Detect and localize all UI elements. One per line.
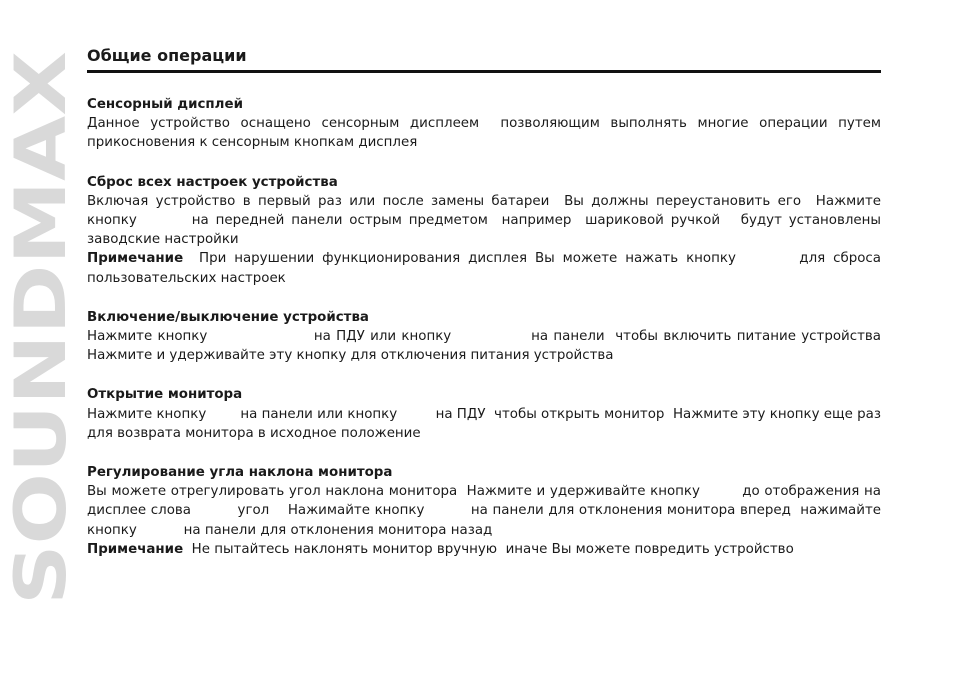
section-heading: Включение/выключение устройства xyxy=(87,309,369,325)
paragraph-text: Нажмите кнопку на ПДУ или кнопку на панели чтобы включить питание устройства Нажмите и удерживайте эту кнопку для отключения питания устройства xyxy=(87,329,890,364)
section xyxy=(87,463,886,559)
note-label: Примечание xyxy=(87,541,184,557)
section-heading: Сенсорный дисплей xyxy=(87,97,243,112)
sections-container xyxy=(87,95,890,559)
paragraph xyxy=(87,482,886,540)
paragraph-text: Включая устройство в первый раз или после замены батареи Вы должны переустановить его Нажмите кнопку на передней панели острым предметом например шариковой ручкой будут установлены заводские настройки xyxy=(87,193,886,248)
paragraph-text: Нажмите кнопку на панели или кнопку на ПДУ чтобы открыть монитор Нажмите эту кнопку еще раз для возврата монитора в исходное положение xyxy=(87,406,886,441)
paragraph xyxy=(87,192,886,250)
paragraph-text: Вы можете отрегулировать угол наклона монитора Нажмите и удерживайте кнопку до отображения на дисплее слова угол Нажимайте кнопку на панели для отклонения монитора вперед нажимайте кнопку на панели для отклонения монитора назад xyxy=(87,484,886,538)
paragraph xyxy=(87,327,890,365)
brand-logo xyxy=(0,48,83,608)
paragraph xyxy=(87,405,886,443)
paragraph-text: Не пытайтесь наклонять монитор вручную иначе Вы можете повредить устройство xyxy=(183,541,794,557)
section xyxy=(87,385,886,443)
section-heading: Регулирование угла наклона монитора xyxy=(87,465,393,481)
section-heading: Открытие монитора xyxy=(87,387,243,403)
section xyxy=(87,308,890,366)
brand-logo-svg xyxy=(0,48,83,608)
note-label: Примечание xyxy=(87,251,184,267)
paragraph-text: При нарушении функционирования дисплея Вы можете нажать кнопку для сброса пользовательских настроек xyxy=(87,251,886,286)
section-heading: Сброс всех настроек устройства xyxy=(87,174,338,190)
section xyxy=(87,173,886,288)
brand-logo-text: SOUNDMAX xyxy=(0,143,82,605)
note-paragraph xyxy=(87,540,881,559)
paragraph xyxy=(87,114,886,152)
page-title: Общие операции xyxy=(87,44,881,73)
section xyxy=(87,95,886,153)
paragraph-text: Данное устройство оснащено сенсорным дисплеем позволяющим выполнять многие операции путем прикосновения к сенсорным кнопкам дисплея xyxy=(87,116,886,151)
page-content xyxy=(87,44,890,559)
note-paragraph xyxy=(87,249,886,287)
